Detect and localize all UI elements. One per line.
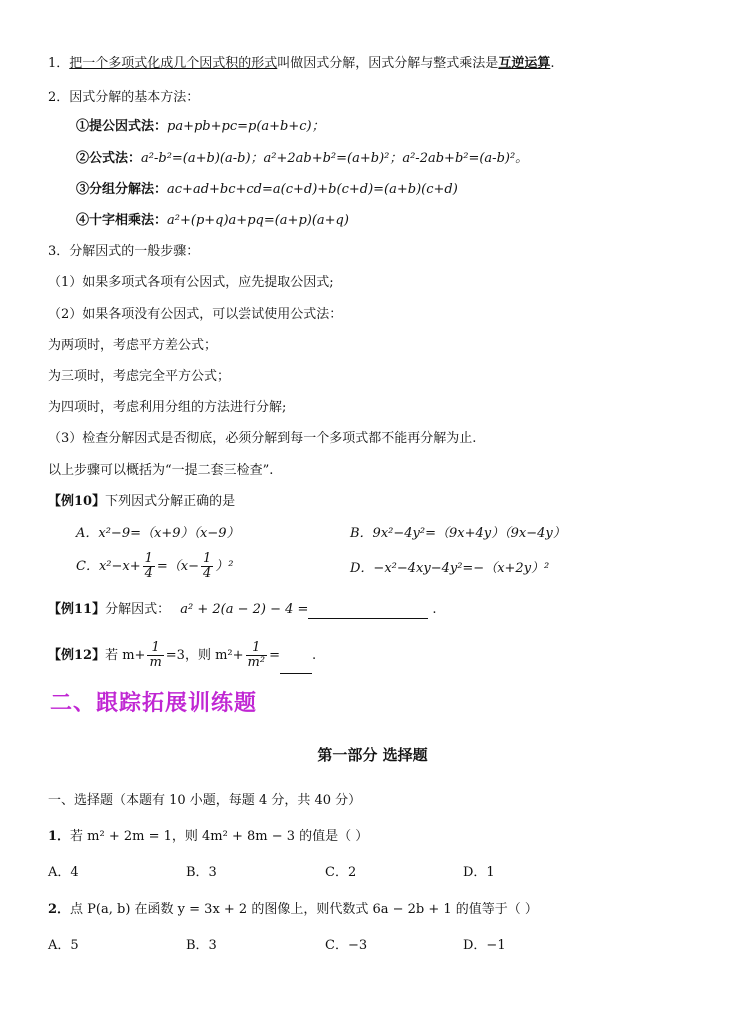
question-1 — [48, 828, 368, 846]
question-number: 1． — [48, 829, 71, 844]
fraction-denominator: 4 — [144, 566, 153, 581]
question-number: 2． — [48, 902, 71, 917]
definition-underlined: 把一个多项式化成几个因式积的形式 — [69, 56, 278, 71]
example-tag: 【例10】 — [48, 494, 106, 509]
example-10 — [48, 493, 235, 511]
example-tag: 【例11】 — [48, 602, 106, 617]
part-title: 第一部分 选择题 — [317, 746, 428, 764]
method-label: ①提公因式法： — [76, 119, 168, 134]
step-2c: 为四项时，考虑利用分组的方法进行分解; — [48, 400, 287, 415]
fraction-denominator: 4 — [203, 566, 212, 581]
period: . — [432, 602, 437, 617]
q2-option-d[interactable]: D．−1 — [463, 938, 506, 953]
method-formula: ac+ad+bc+cd=a(c+d)+b(c+d)=(a+b)(c+d) — [167, 182, 458, 197]
example-question: 若 m+ — [105, 648, 146, 663]
steps-heading: 3．分解因式的一般步骤： — [48, 244, 200, 259]
fraction-numerator: 1 — [246, 641, 268, 656]
q2-option-a[interactable]: A．5 — [48, 938, 79, 953]
methods-heading: 2．因式分解的基本方法： — [48, 90, 200, 105]
method-formula: pa+pb+pc=p(a+b+c)； — [167, 119, 325, 134]
answer-blank[interactable] — [308, 604, 428, 619]
example-question: 下列因式分解正确的是 — [105, 494, 236, 509]
ex10-option-c[interactable] — [76, 552, 234, 582]
step-2a: 为两项时，考虑平方差公式； — [48, 338, 218, 353]
fraction-denominator: m — [149, 655, 162, 670]
method-4 — [76, 212, 349, 230]
example-tag: 【例12】 — [48, 648, 106, 663]
definition-bold: 互逆运算 — [498, 56, 551, 71]
definition-text: 叫做因式分解，因式分解与整式乘法是 — [277, 56, 499, 71]
q1-option-b[interactable]: B．3 — [186, 865, 217, 880]
step-2: （2）如果各项没有公因式，可以尝试使用公式法： — [48, 307, 343, 322]
q2-option-c[interactable]: C．−3 — [325, 938, 368, 953]
fraction-one-over-m-squared — [246, 641, 268, 670]
ex10-option-a[interactable]: A．x²−9=（x+9）（x−9） — [76, 526, 240, 541]
ex10-option-b[interactable]: B．9x²−4y²=（9x+4y）（9x−4y） — [350, 526, 566, 541]
step-2b: 为三项时，考虑完全平方公式； — [48, 369, 231, 384]
fraction-quarter — [201, 552, 213, 581]
fraction-numerator: 1 — [203, 551, 212, 566]
definition-line — [48, 55, 554, 73]
example-question-mid: =3，则 m²+ — [165, 648, 244, 663]
q1-option-c[interactable]: C．2 — [325, 865, 357, 880]
q1-option-d[interactable]: D．1 — [463, 865, 495, 880]
method-3 — [76, 181, 458, 199]
fraction-numerator: 1 — [144, 551, 153, 566]
step-3: （3）检查分解因式是否彻底，必须分解到每一个多项式都不能再分解为止. — [48, 431, 477, 446]
method-formula: a²+(p+q)a+pq=(a+p)(a+q) — [167, 213, 349, 228]
method-2 — [76, 150, 528, 168]
fraction-numerator: 1 — [147, 641, 163, 656]
fraction-denominator: m² — [247, 655, 266, 670]
option-c-prefix: C．x²−x+ — [76, 559, 141, 574]
choice-intro: 一、选择题（本题有 10 小题，每题 4 分，共 40 分） — [48, 793, 362, 808]
option-c-middle: =（x− — [156, 559, 200, 574]
question-text: 若 m² + 2m = 1，则 4m² + 8m − 3 的值是（ ） — [70, 829, 369, 844]
example-question: 分解因式： — [105, 602, 171, 617]
method-formula: a²-b²=(a+b)(a-b)；a²+2ab+b²=(a+b)²；a²-2ab+b²=(a-b)²。 — [141, 151, 529, 166]
method-label: ③分组分解法： — [76, 182, 168, 197]
period: . — [550, 56, 555, 71]
question-2 — [48, 901, 538, 919]
example-formula: a² + 2(a − 2) − 4 = — [180, 602, 309, 617]
example-11 — [48, 601, 437, 619]
item-number: 1． — [48, 56, 70, 71]
steps-summary: 以上步骤可以概括为“一提二套三检查”. — [48, 463, 274, 478]
q1-option-a[interactable]: A．4 — [48, 865, 79, 880]
answer-blank[interactable] — [280, 649, 312, 674]
ex10-option-d[interactable]: D．−x²−4xy−4y²=−（x+2y）² — [350, 561, 550, 576]
fraction-quarter — [143, 552, 155, 581]
method-label: ②公式法： — [76, 151, 142, 166]
step-1: （1）如果多项式各项有公因式，应先提取公因式; — [48, 275, 334, 290]
method-label: ④十字相乘法： — [76, 213, 168, 228]
section-title: 二、跟踪拓展训练题 — [50, 691, 258, 716]
option-c-suffix: ）² — [215, 559, 234, 574]
question-text: 点 P(a, b) 在函数 y = 3x + 2 的图像上，则代数式 6a − 2b + 1 的值等于（ ） — [70, 902, 538, 917]
q2-option-b[interactable]: B．3 — [186, 938, 217, 953]
fraction-one-over-m — [147, 641, 163, 670]
period: . — [311, 648, 317, 663]
example-12 — [48, 638, 316, 674]
method-1 — [76, 118, 325, 136]
equals: = — [269, 648, 280, 663]
